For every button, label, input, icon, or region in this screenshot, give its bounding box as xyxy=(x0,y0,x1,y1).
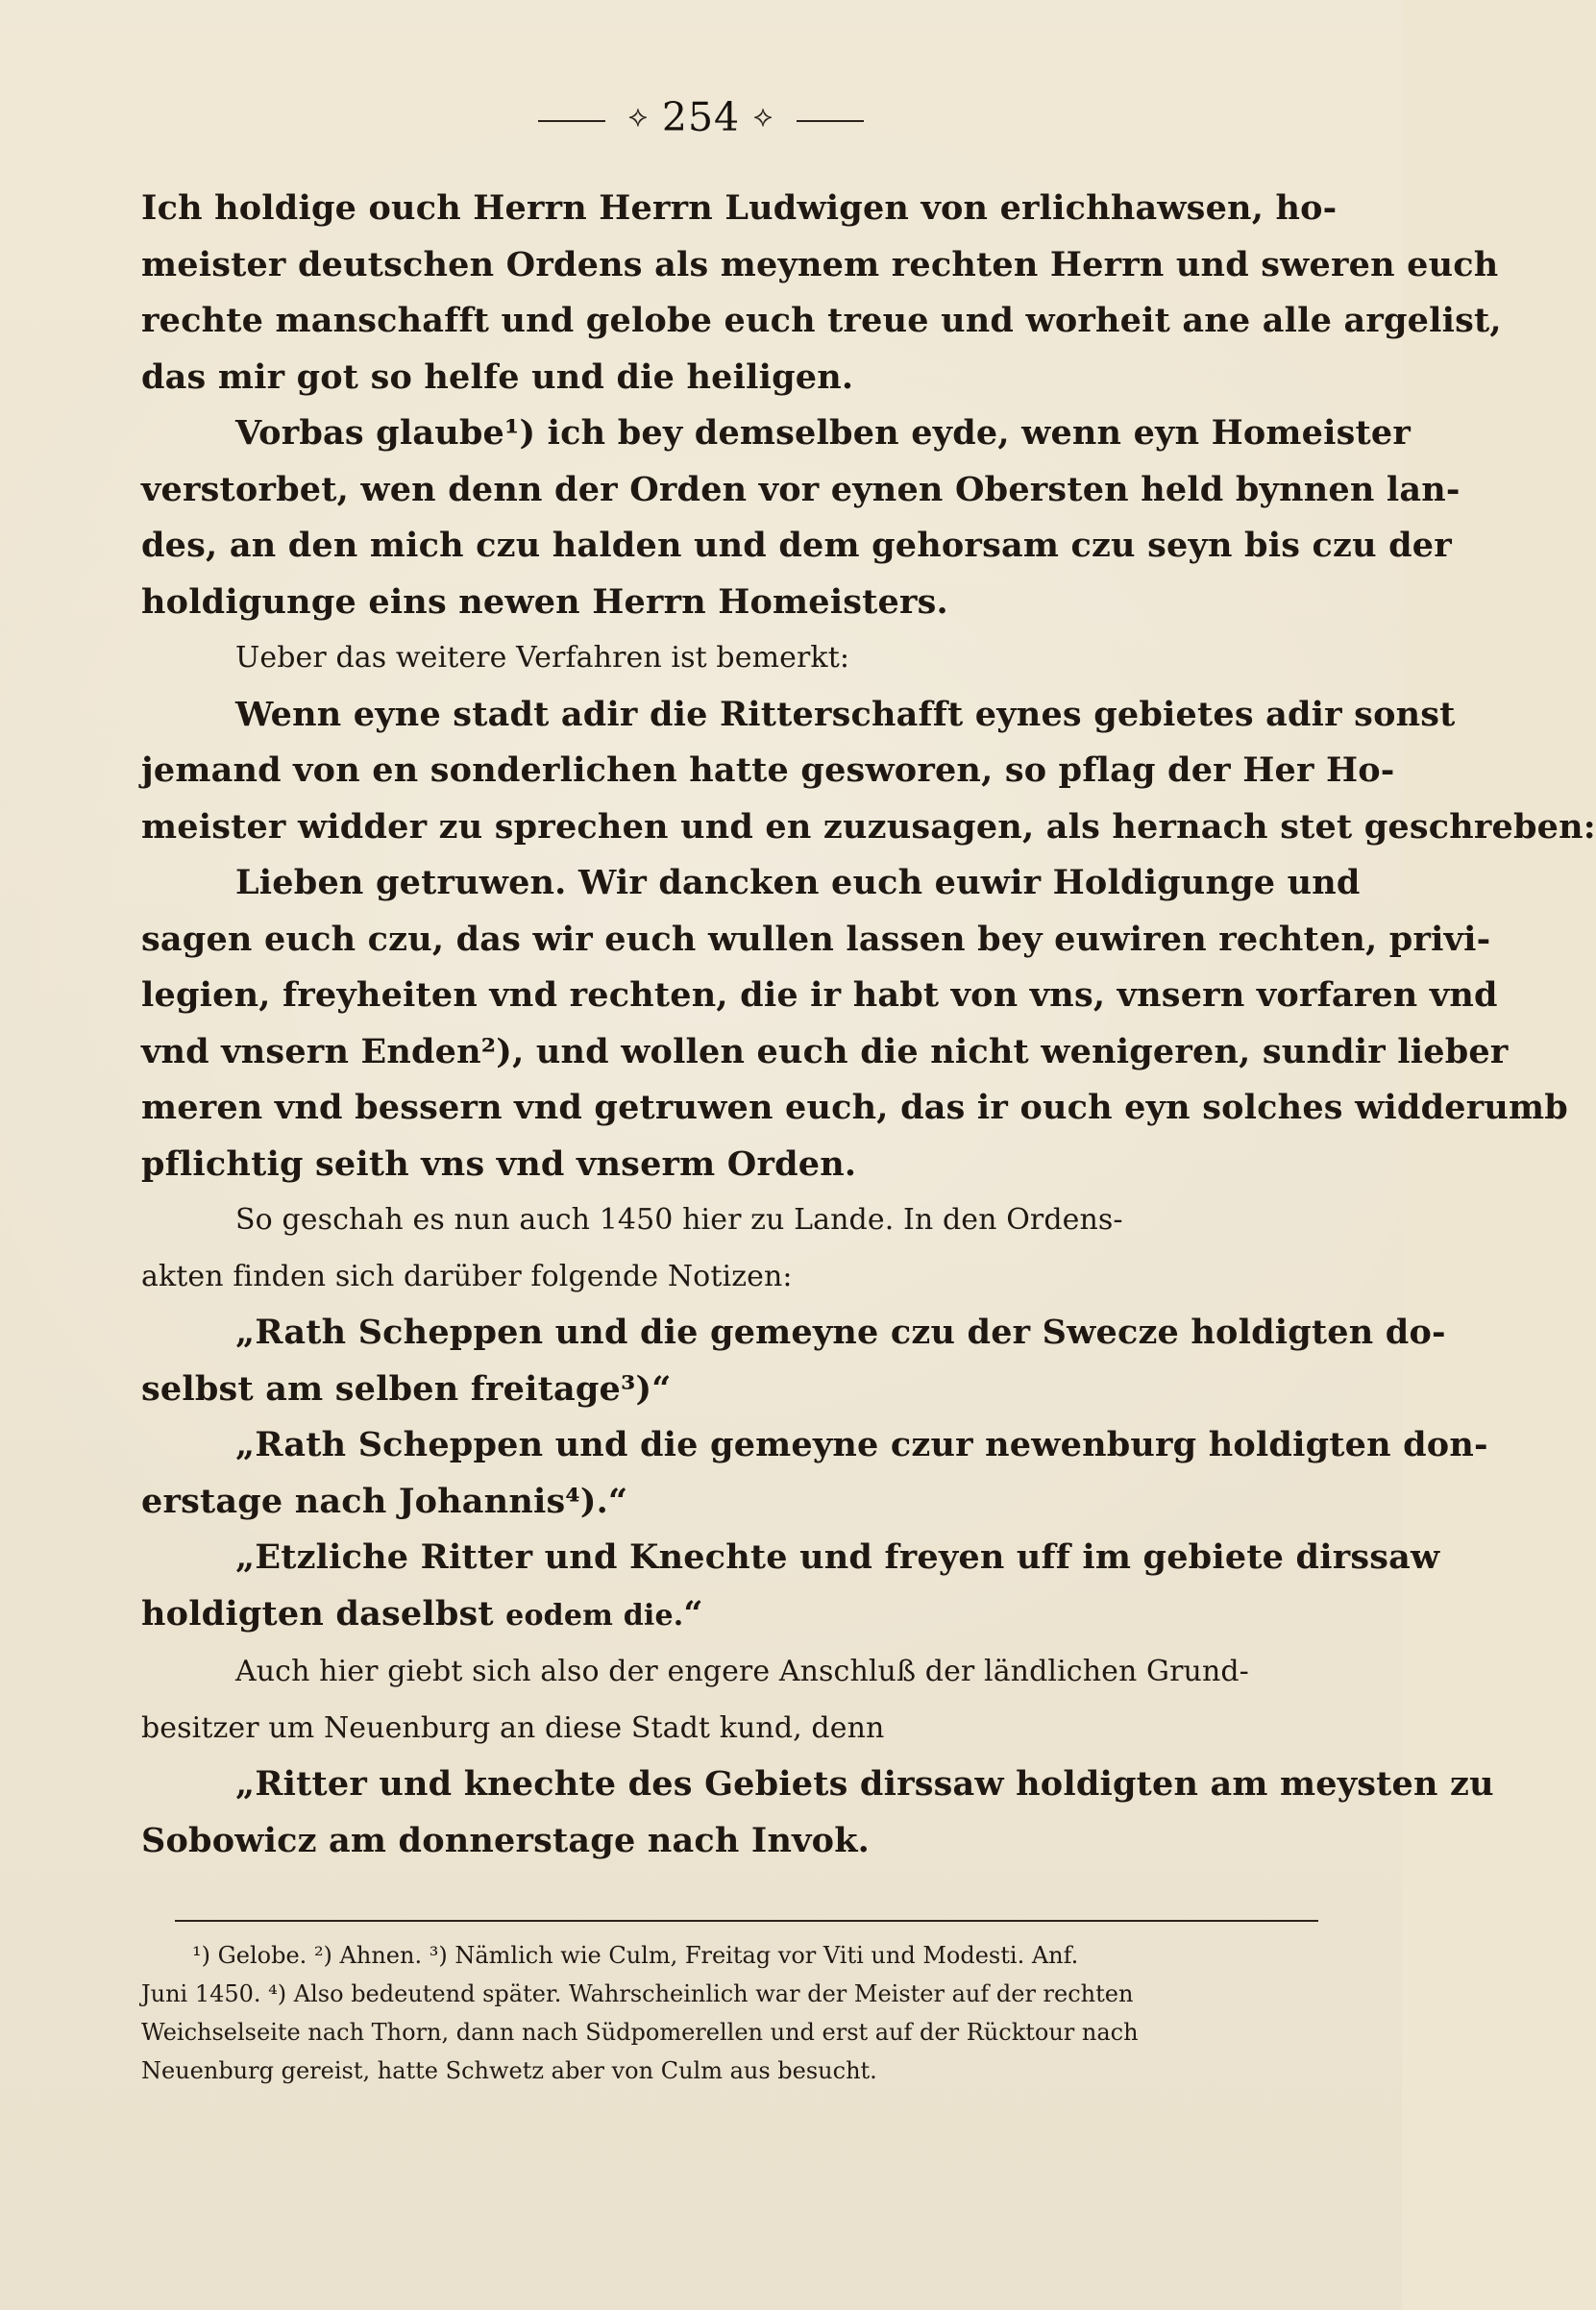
text-line: sagen euch czu, das wir euch wullen lassen bey euwiren rechten, privi- xyxy=(141,919,1491,959)
text-line: Lieben getruwen. Wir dancken euch euwir Holdigunge und xyxy=(235,863,1361,902)
text-line: So geschah es nun auch 1450 hier zu Lande. In den Ordens- xyxy=(235,1203,1123,1237)
text-line: jemand von en sonderlichen hatte gesworen, so pflag der Her Ho- xyxy=(141,750,1395,790)
header-rule-left xyxy=(538,120,605,122)
footnote-line: Juni 1450. ⁴) Also bedeutend später. Wahrscheinlich war der Meister auf der rechten xyxy=(141,1980,1134,2007)
text-line: „Ritter und knechte des Gebiets dirssaw holdigten am meysten zu xyxy=(235,1764,1494,1804)
paragraph-lieben xyxy=(141,855,1568,1192)
footnote-line: ¹) Gelobe. ²) Ahnen. ³) Nämlich wie Culm, Freitag vor Viti und Modesti. Anf. xyxy=(192,1942,1079,1969)
text-line: das mir got so helfe und die heiligen. xyxy=(141,356,854,397)
text-line: erstage nach Johannis⁴).“ xyxy=(141,1481,628,1521)
text-line: rechte manschafft und gelobe euch treue und worheit ane alle argelist, xyxy=(141,301,1502,340)
text-line xyxy=(141,1586,1323,1645)
text-line: Auch hier giebt sich also der engere Anschluß der ländlichen Grund- xyxy=(235,1655,1249,1688)
paragraph-so-geschah xyxy=(141,1192,1323,1305)
text-line: holdigunge eins newen Herrn Homeisters. xyxy=(141,581,948,622)
page-number: 254 xyxy=(661,94,741,140)
footnote-separator xyxy=(175,1920,1318,1922)
paragraph-auch-hier xyxy=(141,1644,1323,1757)
paragraph-oath xyxy=(141,181,1502,405)
text-line: Vorbas glaube¹) ich bey demselben eyde, wenn eyn Homeister xyxy=(235,413,1412,453)
footnote-line: Weichselseite nach Thorn, dann nach Südpomerellen und erst auf der Rücktour nach xyxy=(141,2019,1139,2046)
paragraph-vorbas xyxy=(141,405,1461,630)
latin-phrase: eodem die. xyxy=(505,1598,684,1633)
text-line: meister widder zu sprechen und en zuzusagen, als hernach stet geschreben: xyxy=(141,806,1596,847)
text-line: selbst am selben freitage³)“ xyxy=(141,1368,672,1409)
paragraph-wenn xyxy=(141,687,1596,856)
text-line: besitzer um Neuenburg an diese Stadt kund, denn xyxy=(141,1710,885,1745)
text-line: Ueber das weitere Verfahren ist bemerkt: xyxy=(235,641,850,675)
text-line: legien, freyheiten vnd rechten, die ir habt von vns, vnsern vorfaren vnd xyxy=(141,975,1498,1015)
page-header xyxy=(0,94,1402,140)
footnote-line: Neuenburg gereist, hatte Schwetz aber von Culm aus besucht. xyxy=(141,2057,877,2084)
text-line: Wenn eyne stadt adir die Ritterschafft eynes gebietes adir sonst xyxy=(235,694,1456,734)
text-line: „Rath Scheppen und die gemeyne czu der Swecze holdigten do- xyxy=(235,1313,1446,1352)
text-line: akten finden sich darüber folgende Notizen: xyxy=(141,1259,793,1293)
text-line: Ich holdige ouch Herrn Herrn Ludwigen von erlichhawsen, ho- xyxy=(141,188,1338,228)
header-ornament-left-icon: ⟡ xyxy=(627,100,649,134)
main-text xyxy=(141,181,1596,1869)
text-line: „Rath Scheppen und die gemeyne czur newenburg holdigten don- xyxy=(235,1425,1488,1464)
text-line: des, an den mich czu halden und dem gehorsam czu seyn bis czu der xyxy=(141,526,1452,565)
text-line: pflichtig seith vns vnd vnserm Orden. xyxy=(141,1143,857,1184)
paragraph-etzliche xyxy=(141,1530,1440,1644)
text-line: meister deutschen Ordens als meynem rechten Herrn und sweren euch xyxy=(141,244,1499,284)
paragraph-rath-swecze xyxy=(141,1305,1446,1417)
closing-quote: “ xyxy=(683,1593,703,1634)
text-line: Sobowicz am donnerstage nach Invok. xyxy=(141,1820,871,1860)
text-line: meren vnd bessern vnd getruwen euch, das ir ouch eyn solches widderumb xyxy=(141,1088,1568,1127)
paragraph-ritter-knechte xyxy=(141,1757,1494,1869)
header-rule-right xyxy=(797,120,864,122)
paragraph-rath-newenburg xyxy=(141,1417,1488,1530)
text-segment: holdigten daselbst xyxy=(141,1593,506,1634)
paragraph-ueber xyxy=(141,630,1323,687)
text-line: „Etzliche Ritter und Knechte und freyen uff im gebiete dirssaw xyxy=(235,1537,1440,1577)
text-line: verstorbet, wen denn der Orden vor eynen Obersten held bynnen lan- xyxy=(141,469,1461,509)
footnotes xyxy=(141,1936,1323,2090)
header-ornament-right-icon: ⟡ xyxy=(753,100,774,134)
text-line: vnd vnsern Enden²), und wollen euch die nicht wenigeren, sundir lieber xyxy=(141,1031,1509,1071)
